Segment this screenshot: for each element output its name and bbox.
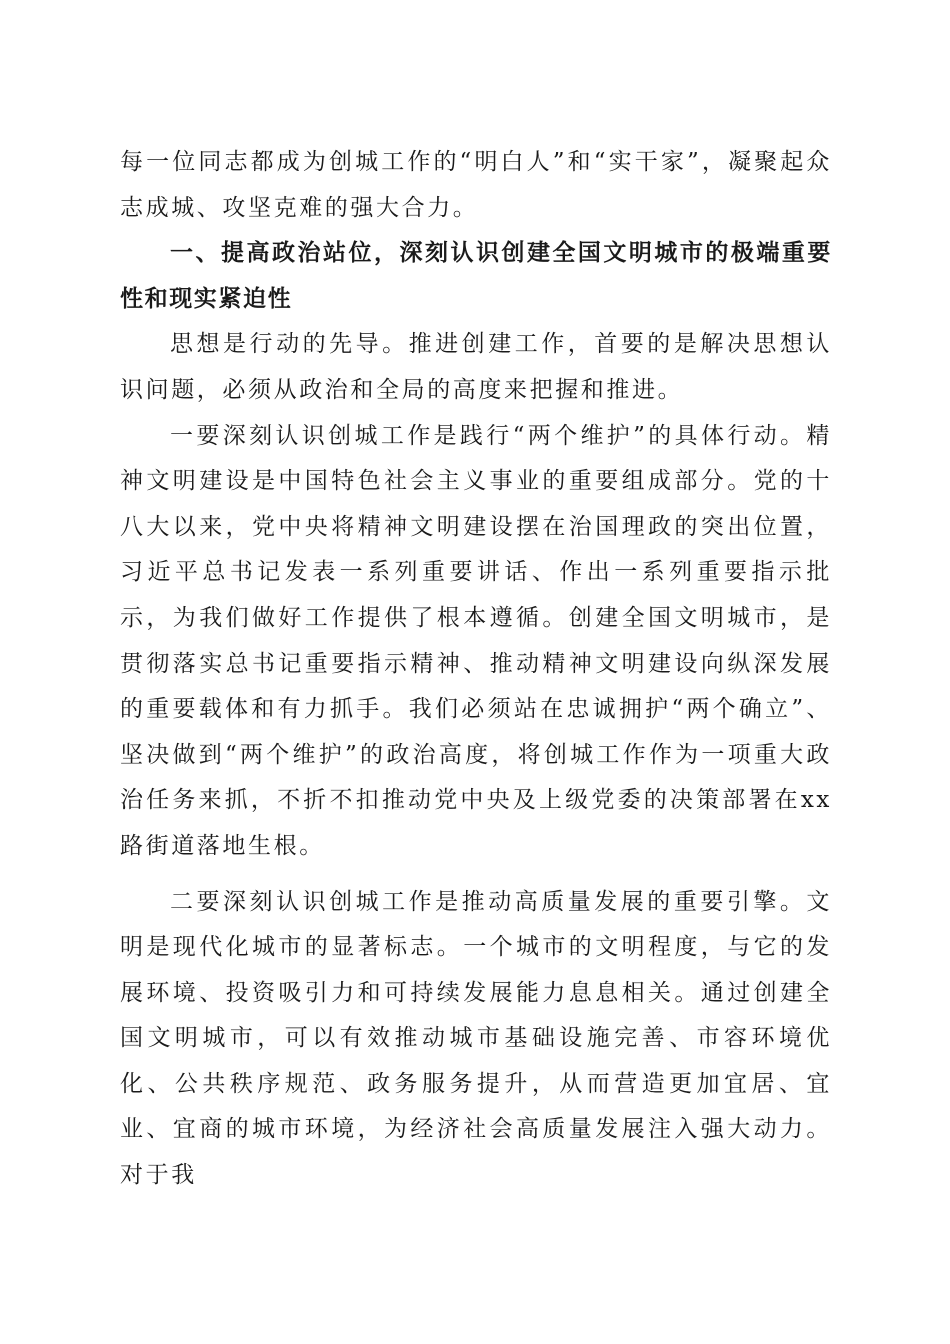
section-heading: 一、提高政治站位，深刻认识创建全国文明城市的极端重要性和现实紧迫性 <box>120 240 832 312</box>
paragraph-continuation: 每一位同志都成为创城工作的“明白人”和“实干家”，凝聚起众志成城、攻坚克难的强大合力。 <box>120 149 832 221</box>
paragraph-intro: 思想是行动的先导。推进创建工作，首要的是解决思想认识问题，必须从政治和全局的高度来把握和推进。 <box>120 331 832 403</box>
paragraph-point-one: 一要深刻认识创城工作是践行“两个维护”的具体行动。精神文明建设是中国特色社会主义事业的重要组成部分。党的十八大以来，党中央将精神文明建设摆在治国理政的突出位置，习近平总书记发表一系列重要讲话、作出一系列重要指示批示，为我们做好工作提供了根本遵循。创建全国文明城市，是贯彻落实总书记重要指示精神、推动精神文明建设向纵深发展的重要载体和有力抓手。我们必须站在忠诚拥护“两个确立”、坚决做到“两个维护”的政治高度，将创城工作作为一项重大政治任务来抓，不折不扣推动党中央及上级党委的决策部署在xx路街道落地生根。 <box>120 422 832 859</box>
paragraph-point-two: 二要深刻认识创城工作是推动高质量发展的重要引擎。文明是现代化城市的显著标志。一个城市的文明程度，与它的发展环境、投资吸引力和可持续发展能力息息相关。通过创建全国文明城市，可以有效推动城市基础设施完善、市容环境优化、公共秩序规范、政务服务提升，从而营造更加宜居、宜业、宜商的城市环境，为经济社会高质量发展注入强大动力。对于我 <box>120 888 832 1189</box>
document-body <box>120 140 832 1199</box>
